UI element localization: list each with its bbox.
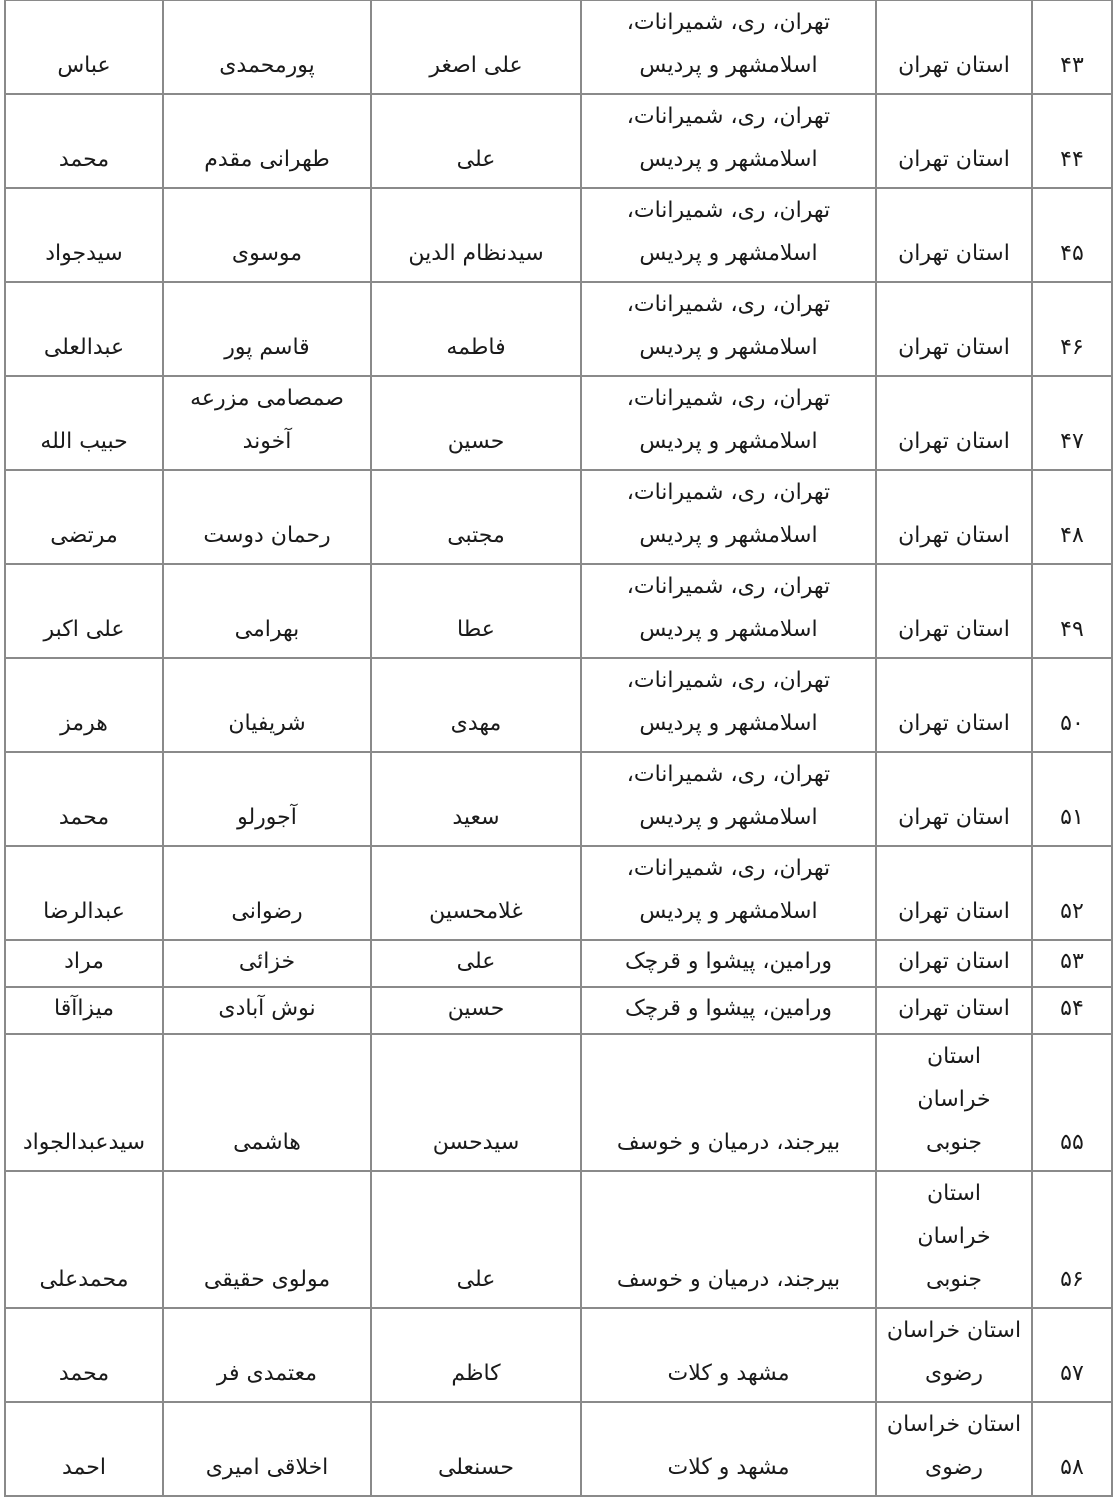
table-row xyxy=(5,94,1112,188)
last-name-cell: آجورلو xyxy=(163,752,371,846)
table-row xyxy=(5,658,1112,752)
constituency-cell: ورامین، پیشوا و قرچک xyxy=(581,940,876,987)
province-cell: استان تهران xyxy=(876,282,1032,376)
father-name-cell xyxy=(5,846,163,940)
last-name-cell: شریفیان xyxy=(163,658,371,752)
row-number-cell: ۴۴ xyxy=(1032,94,1112,188)
last-name-cell: قاسم پور xyxy=(163,282,371,376)
row-number-cell: ۵۴ xyxy=(1032,987,1112,1034)
row-number-cell: ۴۵ xyxy=(1032,188,1112,282)
table-row xyxy=(5,564,1112,658)
first-name-cell: علی xyxy=(371,940,581,987)
first-name-cell: سیدنظام الدین xyxy=(371,188,581,282)
constituency-cell: تهران، ری، شمیرانات، اسلامشهر و پردیس xyxy=(581,188,876,282)
father-name-text: احمد xyxy=(62,1455,106,1480)
father-name-cell xyxy=(5,752,163,846)
row-number-cell: ۴۶ xyxy=(1032,282,1112,376)
first-name-cell: علی xyxy=(371,1171,581,1308)
father-name-text: مرتضی xyxy=(50,523,118,548)
constituency-cell: تهران، ری، شمیرانات، اسلامشهر و پردیس xyxy=(581,564,876,658)
father-name-text: سیدجواد xyxy=(45,241,123,266)
first-name-cell: حسین xyxy=(371,987,581,1034)
constituency-cell: مشهد و کلات xyxy=(581,1402,876,1496)
father-name-text: مراد xyxy=(64,949,104,974)
last-name-cell: طهرانی مقدم xyxy=(163,94,371,188)
table-row xyxy=(5,188,1112,282)
last-name-cell: موسوی xyxy=(163,188,371,282)
father-name-cell xyxy=(5,940,163,987)
table-row xyxy=(5,1402,1112,1496)
constituency-cell: بیرجند، درمیان و خوسف xyxy=(581,1171,876,1308)
province-cell: استان تهران xyxy=(876,0,1032,94)
last-name-cell: اخلاقی امیری xyxy=(163,1402,371,1496)
first-name-cell: علی اصغر xyxy=(371,0,581,94)
constituency-cell: تهران، ری، شمیرانات، اسلامشهر و پردیس xyxy=(581,658,876,752)
father-name-cell xyxy=(5,470,163,564)
father-name-cell xyxy=(5,987,163,1034)
province-cell: استان تهران xyxy=(876,987,1032,1034)
province-cell: استان تهران xyxy=(876,658,1032,752)
last-name-cell: صمصامی مزرعه آخوند xyxy=(163,376,371,470)
table-row xyxy=(5,376,1112,470)
last-name-cell: پورمحمدی xyxy=(163,0,371,94)
first-name-cell: عطا xyxy=(371,564,581,658)
province-cell: استان تهران xyxy=(876,940,1032,987)
constituency-cell: تهران، ری، شمیرانات، اسلامشهر و پردیس xyxy=(581,282,876,376)
table-row xyxy=(5,987,1112,1034)
table-row xyxy=(5,1308,1112,1402)
province-cell: استان تهران xyxy=(876,564,1032,658)
father-name-text: محمد xyxy=(58,805,110,830)
table-row xyxy=(5,282,1112,376)
first-name-cell: حسین xyxy=(371,376,581,470)
last-name-cell: معتمدی فر xyxy=(163,1308,371,1402)
province-cell: استان تهران xyxy=(876,376,1032,470)
father-name-cell xyxy=(5,1171,163,1308)
table-row xyxy=(5,846,1112,940)
constituency-cell: تهران، ری، شمیرانات، اسلامشهر و پردیس xyxy=(581,94,876,188)
constituency-cell: بیرجند، درمیان و خوسف xyxy=(581,1034,876,1171)
row-number-cell: ۵۱ xyxy=(1032,752,1112,846)
constituency-cell: تهران، ری، شمیرانات، اسلامشهر و پردیس xyxy=(581,846,876,940)
father-name-cell xyxy=(5,1402,163,1496)
father-name-text: عبدالعلی xyxy=(43,335,125,360)
table-row xyxy=(5,0,1112,94)
first-name-cell: سیدحسن xyxy=(371,1034,581,1171)
row-number-cell: ۵۰ xyxy=(1032,658,1112,752)
first-name-cell: سعید xyxy=(371,752,581,846)
table-row xyxy=(5,752,1112,846)
father-name-text: محمد xyxy=(58,147,110,172)
province-cell: استان تهران xyxy=(876,846,1032,940)
father-name-cell xyxy=(5,282,163,376)
father-name-text: عباس xyxy=(57,53,111,78)
province-text: استان خراسان جنوبی xyxy=(917,1181,991,1292)
father-name-text: محمدعلی xyxy=(39,1267,129,1292)
father-name-text: سیدعبدالجواد xyxy=(22,1130,146,1155)
row-number-cell: ۴۷ xyxy=(1032,376,1112,470)
row-number-cell: ۴۹ xyxy=(1032,564,1112,658)
father-name-cell xyxy=(5,188,163,282)
father-name-text: حبیب الله xyxy=(40,429,128,454)
province-cell: استان تهران xyxy=(876,752,1032,846)
row-number-cell: ۵۸ xyxy=(1032,1402,1112,1496)
table-row xyxy=(5,940,1112,987)
province-text: استان خراسان جنوبی xyxy=(917,1044,991,1155)
table-row xyxy=(5,1034,1112,1171)
constituency-cell: مشهد و کلات xyxy=(581,1308,876,1402)
row-number-cell: ۵۷ xyxy=(1032,1308,1112,1402)
constituency-cell: تهران، ری، شمیرانات، اسلامشهر و پردیس xyxy=(581,470,876,564)
last-name-cell: بهرامی xyxy=(163,564,371,658)
father-name-cell xyxy=(5,1308,163,1402)
father-name-cell xyxy=(5,658,163,752)
province-cell: استان خراسان رضوی xyxy=(876,1402,1032,1496)
province-cell: استان تهران xyxy=(876,94,1032,188)
father-name-cell xyxy=(5,376,163,470)
constituency-cell: ورامین، پیشوا و قرچک xyxy=(581,987,876,1034)
row-number-cell: ۴۳ xyxy=(1032,0,1112,94)
table-row xyxy=(5,470,1112,564)
father-name-cell xyxy=(5,0,163,94)
last-name-cell: خزائی xyxy=(163,940,371,987)
first-name-cell: مجتبی xyxy=(371,470,581,564)
last-name-cell: رحمان دوست xyxy=(163,470,371,564)
father-name-text: محمد xyxy=(58,1361,110,1386)
first-name-cell: غلامحسین xyxy=(371,846,581,940)
row-number-cell: ۵۶ xyxy=(1032,1171,1112,1308)
row-number-cell: ۵۲ xyxy=(1032,846,1112,940)
table-row xyxy=(5,1171,1112,1308)
first-name-cell: علی xyxy=(371,94,581,188)
father-name-cell xyxy=(5,564,163,658)
father-name-cell xyxy=(5,1034,163,1171)
first-name-cell: حسنعلی xyxy=(371,1402,581,1496)
first-name-cell: فاطمه xyxy=(371,282,581,376)
father-name-text: هرمز xyxy=(60,711,108,736)
row-number-cell: ۵۵ xyxy=(1032,1034,1112,1171)
father-name-text: عبدالرضا xyxy=(43,899,125,924)
constituency-cell: تهران، ری، شمیرانات، اسلامشهر و پردیس xyxy=(581,0,876,94)
last-name-cell: هاشمی xyxy=(163,1034,371,1171)
province-cell xyxy=(876,1171,1032,1308)
province-cell: استان تهران xyxy=(876,470,1032,564)
father-name-cell xyxy=(5,94,163,188)
first-name-cell: مهدی xyxy=(371,658,581,752)
province-cell xyxy=(876,1034,1032,1171)
last-name-cell: نوش آبادی xyxy=(163,987,371,1034)
province-cell: استان خراسان رضوی xyxy=(876,1308,1032,1402)
last-name-cell: رضوانی xyxy=(163,846,371,940)
row-number-cell: ۴۸ xyxy=(1032,470,1112,564)
last-name-cell: مولوی حقیقی xyxy=(163,1171,371,1308)
father-name-text: میزاآقا xyxy=(53,996,114,1021)
constituency-cell: تهران، ری، شمیرانات، اسلامشهر و پردیس xyxy=(581,752,876,846)
province-cell: استان تهران xyxy=(876,188,1032,282)
candidates-table xyxy=(4,0,1113,1497)
first-name-cell: کاظم xyxy=(371,1308,581,1402)
row-number-cell: ۵۳ xyxy=(1032,940,1112,987)
constituency-cell: تهران، ری، شمیرانات، اسلامشهر و پردیس xyxy=(581,376,876,470)
father-name-text: علی اکبر xyxy=(43,617,125,642)
